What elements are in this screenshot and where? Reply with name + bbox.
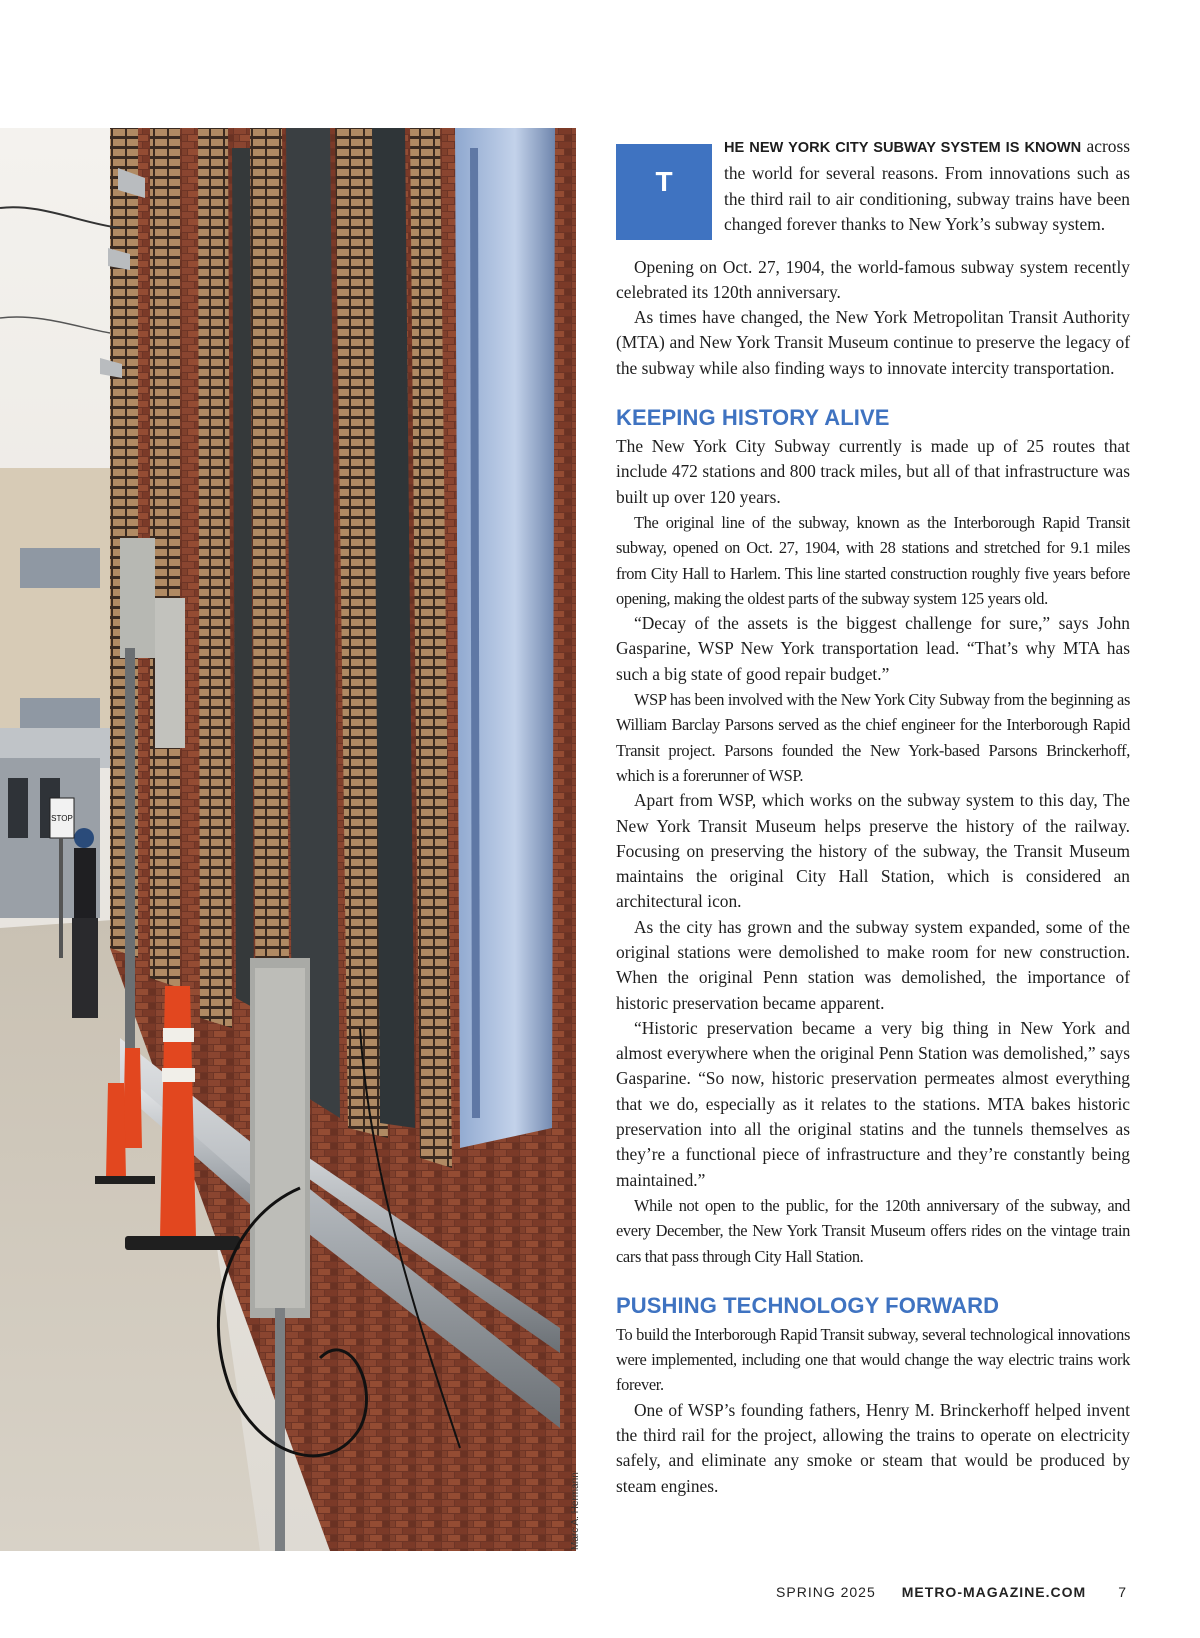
body-paragraph: To build the Interborough Rapid Transit subway, several technological innovations were implemented, including one that would change the way electric trains work forever.: [616, 1324, 1130, 1395]
site-link[interactable]: METRO-MAGAZINE.COM: [901, 1584, 1087, 1600]
intro-paragraph: Opening on Oct. 27, 1904, the world-famous subway system recently celebrated its 120th anniversary.: [616, 256, 1130, 302]
brick-building-photo: [0, 128, 576, 1551]
lead-rest: across the world for several reasons. From innovations such as the third rail to air conditioning, subway trains have been changed forever thanks to New York’s subway system.: [724, 136, 1130, 234]
intro-paragraph: As times have changed, the New York Metropolitan Transit Authority (MTA) and New York Transit Museum continue to preserve the legacy of the subway while also finding ways to innovate intercity transportation.: [616, 307, 1130, 378]
page-footer: [776, 1584, 1126, 1600]
body-paragraph: Apart from WSP, which works on the subway system to this day, The New York Transit Museum helps preserve the history of the railway. Focusing on preserving the history of the subway, the Transit Museum maintains the original City Hall Station, which is considered an architectural icon.: [616, 790, 1130, 912]
svg-text:STOP: STOP: [51, 814, 73, 823]
body-paragraph: While not open to the public, for the 120th anniversary of the subway, and every December, the New York Transit Museum offers rides on the vintage train cars that pass through City Hall Station.: [616, 1195, 1130, 1266]
body-paragraph: The New York City Subway currently is made up of 25 routes that include 472 stations and 800 track miles, but all of that infrastructure was built up over 120 years.: [616, 436, 1130, 507]
lead-paragraph: [724, 134, 1130, 237]
body-paragraph: WSP has been involved with the New York City Subway from the beginning as William Barclay Parsons served as the chief engineer for the Interborough Rapid Transit project. Parsons founded the New York-based Parsons Brinckerhoff, which is a forerunner of WSP.: [616, 690, 1130, 785]
page-number: 7: [1118, 1584, 1126, 1600]
drop-cap-letter: T: [655, 166, 673, 197]
body-paragraph: The original line of the subway, known as the Interborough Rapid Transit subway, opened on Oct. 27, 1904, with 28 stations and stretched for 9.1 miles from City Hall to Harlem. This line started construction roughly five years before opening, making the oldest parts of the subway system 125 years old.: [616, 512, 1130, 608]
lead-caps: HE NEW YORK CITY SUBWAY SYSTEM IS KNOWN: [724, 140, 1082, 156]
body-paragraph: As the city has grown and the subway system expanded, some of the original stations were demolished to make room for new construction. When the original Penn station was demolished, the importance of historic preservation became apparent.: [616, 916, 1130, 1013]
section-heading-technology: PUSHING TECHNOLOGY FORWARD: [616, 1292, 1000, 1318]
article-column: [616, 134, 1130, 1499]
body-paragraph: “Decay of the assets is the biggest challenge for sure,” says John Gasparine, WSP New York transportation lead. “That’s why MTA has such a big state of good repair budget.”: [616, 613, 1130, 684]
drop-cap: [616, 144, 712, 240]
body-paragraph: “Historic preservation became a very big thing in New York and almost everywhere when the original Penn Station was demolished,” says Gasparine. “So now, historic preservation permeates almost everything that we do, especially as it relates to the stations. MTA bakes historic preservation into all the original statins and the tunnels themselves as they’re a functional piece of infrastructure and they’re constantly being maintained.”: [616, 1017, 1130, 1190]
photo-credit: Marc A. Hermann: [570, 1472, 581, 1550]
article-photo: [0, 128, 576, 1551]
issue-label: SPRING 2025: [776, 1584, 876, 1600]
section-heading-history: KEEPING HISTORY ALIVE: [616, 405, 890, 431]
body-paragraph: One of WSP’s founding fathers, Henry M. Brinckerhoff helped invent the third rail for the project, allowing the trains to operate on electricity safely, and eliminate any smoke or steam that would be produced by steam engines.: [616, 1399, 1130, 1496]
